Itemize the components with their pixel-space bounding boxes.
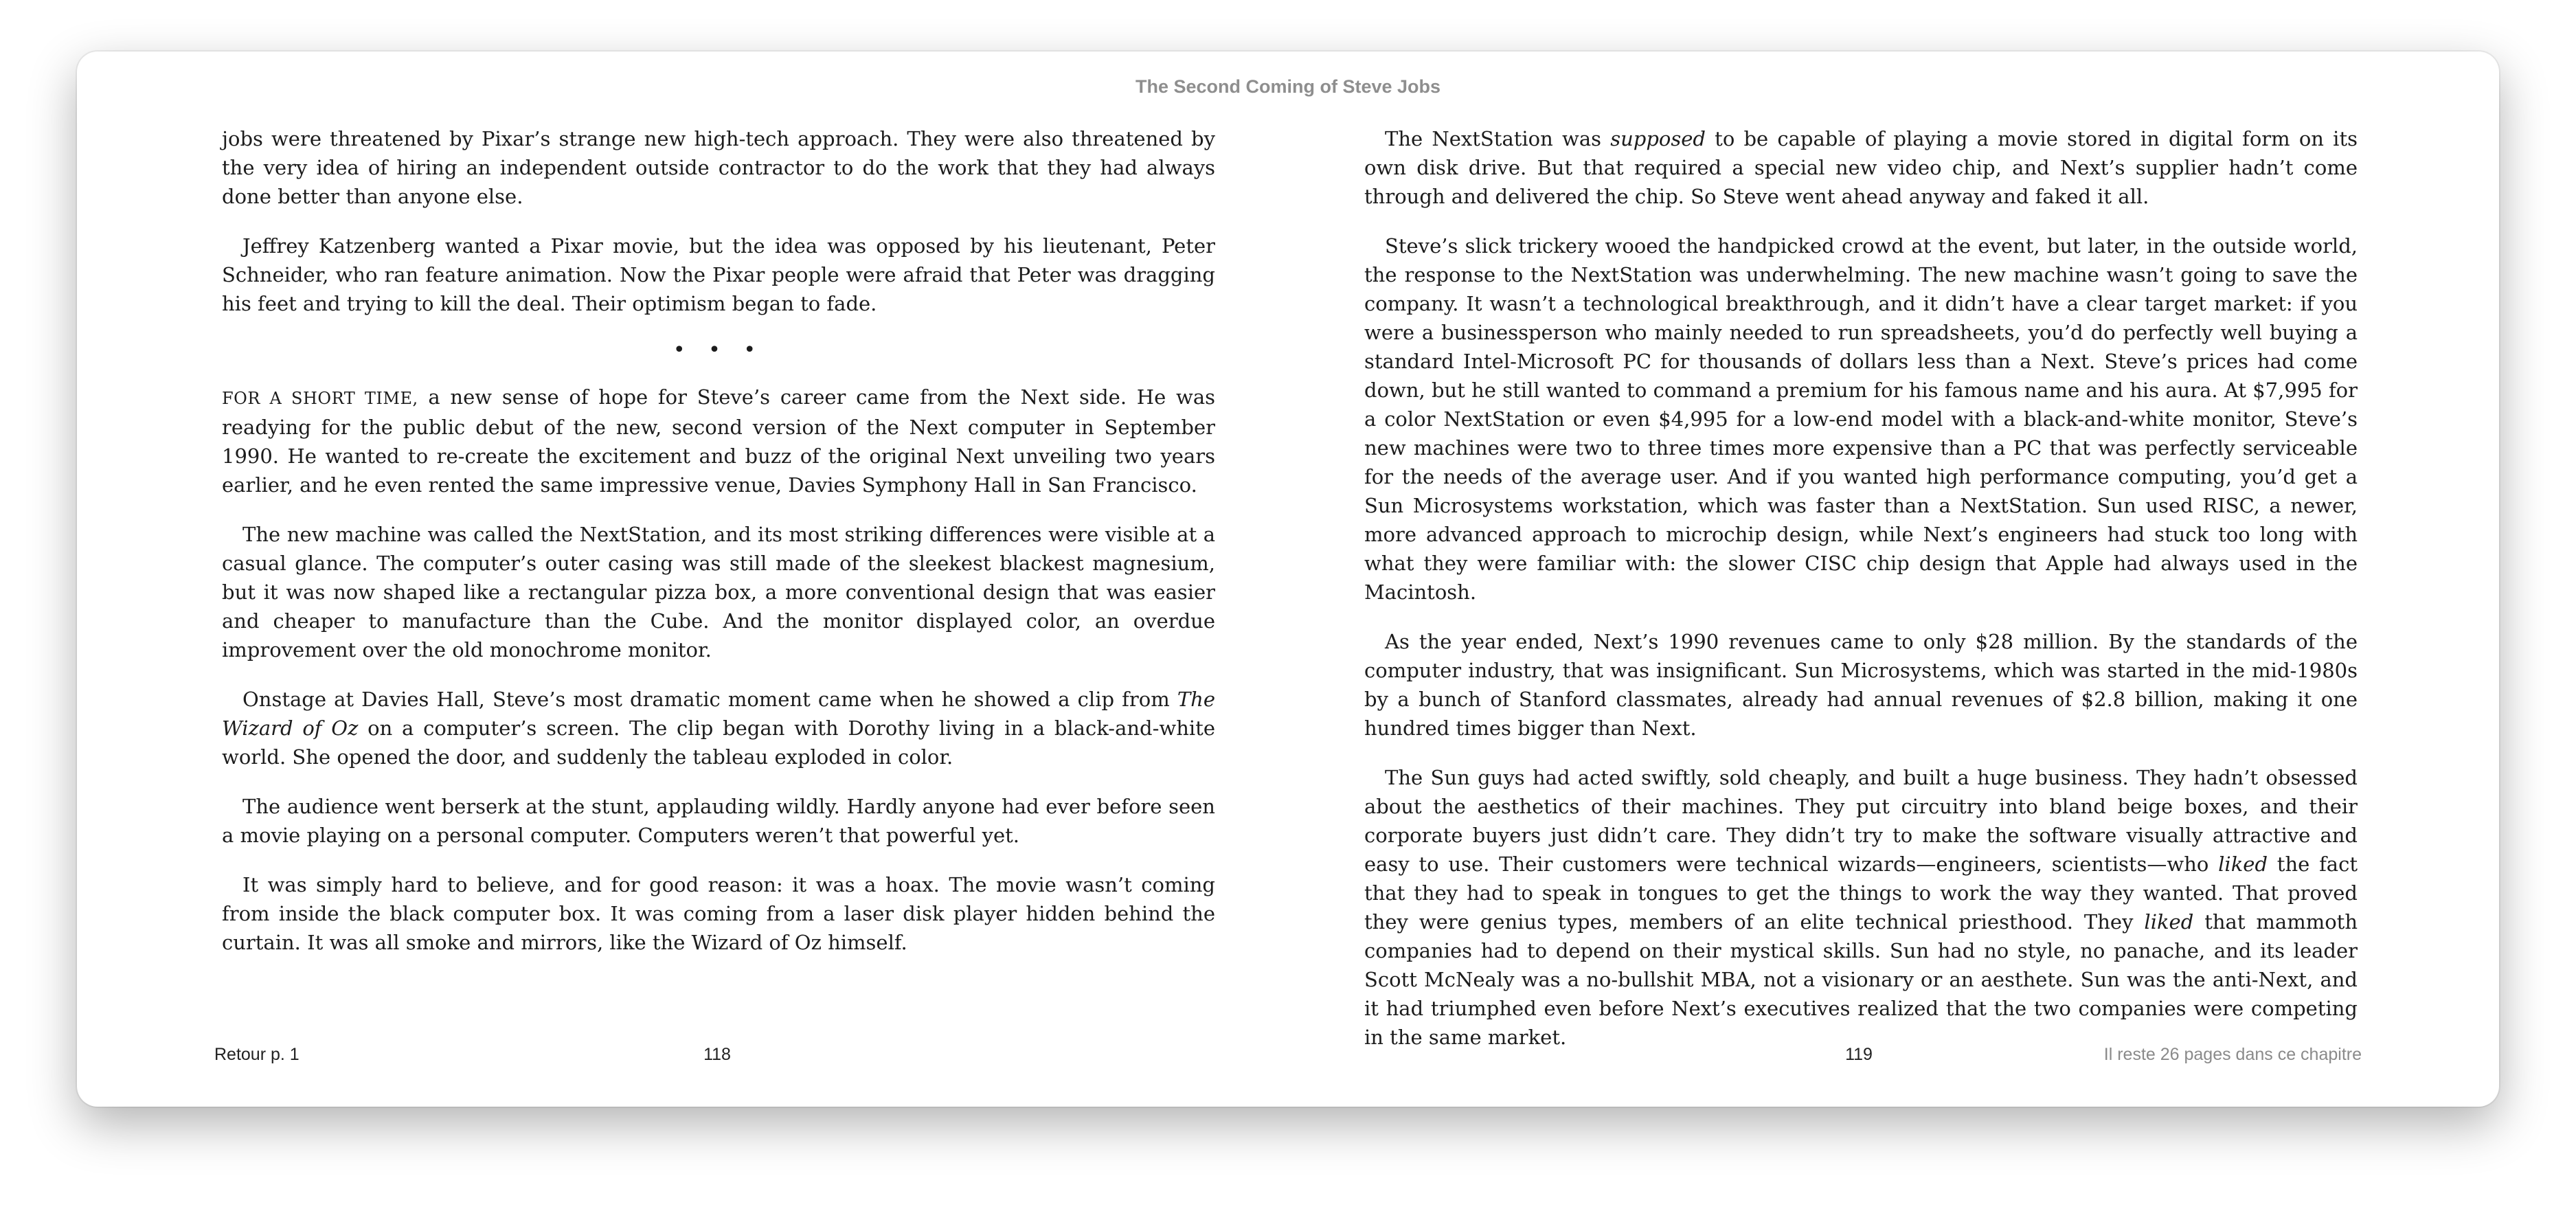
paragraph: The new machine was called the NextStation, and its most striking differences were visible at a casual glance. The computer’s outer casing was still made of the sleekest blackest magnesium, but it was now shaped like a rectangular pizza box, a more conventional design that was easier and cheaper to manufacture than the Cube. And the monitor displayed color, an overdue improvement over the old monochrome monitor. — [222, 523, 1215, 662]
italic-text: supposed — [1610, 127, 1706, 150]
right-page-number: 119 — [1845, 1045, 1873, 1064]
paragraph-text: that mammoth companies had to depend on their mystical skills. Sun had no style, no panache, and its leader Scott McNealy was a no-bullshit MBA, not a visionary or an aesthete. Sun was the anti-Next, and it had triumphed even before Next’s executives realized that the two companies were competing in the same market. — [1364, 910, 2358, 1049]
paragraph: Jeffrey Katzenberg wanted a Pixar movie, but the idea was opposed by his lieutenant, Peter Schneider, who ran feature animation. Now the Pixar people were afraid that Peter was dragging his feet and trying to kill the deal. Their optimism began to fade. — [222, 234, 1215, 315]
italic-text: liked — [2144, 910, 2194, 934]
pages-remaining-label: Il reste 26 pages dans ce chapitre — [2103, 1045, 2362, 1064]
section-separator: • • • — [673, 338, 765, 362]
small-caps-lead: FOR A SHORT TIME, — [222, 389, 418, 408]
paragraph — [222, 685, 1215, 771]
paragraph-text: Onstage at Davies Hall, Steve’s most dramatic moment came when he showed a clip from — [242, 688, 1177, 711]
paragraph-text: to be capable of playing a movie stored in digital form on its own disk drive. But that required a special new video chip, and Next’s supplier hadn’t come through and delivered the chip. So Steve went ahead anyway and faked it all. — [1364, 127, 2358, 208]
paragraph: It was simply hard to believe, and for good reason: it was a hoax. The movie wasn’t coming from inside the black computer box. It was coming from a laser disk player hidden behind the curtain. It was all smoke and mirrors, like the Wizard of Oz himself. — [222, 873, 1215, 954]
paragraph-text: a new sense of hope for Steve’s career came from the Next side. He was readying for the public debut of the new, second version of the Next computer in September 1990. He wanted to re-create the excitement and buzz of the original Next unveiling two years earlier, and he even rented the same impressive venue, Davies Symphony Hall in San Francisco. — [222, 385, 1215, 497]
paragraph — [1364, 124, 2358, 211]
paragraph: jobs were threatened by Pixar’s strange new high-tech approach. They were also threatened by the very idea of hiring an independent outside contractor to do the work that they had always done better than anyone else. — [222, 127, 1215, 208]
book-reader-window — [77, 52, 2499, 1107]
italic-text: The Wizard of Oz — [222, 688, 1215, 740]
paragraph-text: on a computer’s screen. The clip began with Dorothy living in a black-and-white world. She opened the door, and suddenly the tableau exploded in color. — [222, 716, 1215, 769]
right-page — [1364, 124, 2358, 1072]
left-page-number: 118 — [703, 1045, 731, 1064]
paragraph-text: The NextStation was — [1385, 127, 1611, 150]
left-page — [222, 124, 1215, 978]
back-to-page-link[interactable]: Retour p. 1 — [214, 1045, 300, 1064]
paragraph — [222, 383, 1215, 499]
paragraph: The audience went berserk at the stunt, applauding wildly. Hardly anyone had ever before seen a movie playing on a personal computer. Computers weren’t that powerful yet. — [222, 795, 1215, 847]
italic-text: liked — [2218, 852, 2268, 876]
paragraph — [1364, 763, 2358, 1052]
paragraph-text: The Sun guys had acted swiftly, sold cheaply, and built a huge business. They hadn’t obsessed about the aesthetics of their machines. They put circuitry into bland beige boxes, and their corporate buyers just didn’t care. They didn’t try to make the software visually attractive and easy to use. Their customers were technical wizards—engineers, scientists—who — [1364, 766, 2358, 876]
paragraph-text: the fact that they had to speak in tongues to get the things to work the way they wanted. That proved they were genius types, members of an elite technical priesthood. They — [1364, 852, 2358, 934]
paragraph: Steve’s slick trickery wooed the handpicked crowd at the event, but later, in the outside world, the response to the NextStation was underwhelming. The new machine wasn’t going to save the company. It wasn’t a technological breakthrough, and it didn’t have a clear target market: if you were a businessperson who mainly needed to run spreadsheets, you’d do perfectly well buying a standard Intel-Microsoft PC for thousands of dollars less than a Next. Steve’s prices had come down, but he still wanted to command a premium for his famous name and his aura. At $7,995 for a color NextStation or even $4,995 for a low-end model with a black-and-white monitor, Steve’s new machines were two to three times more expensive than a PC that was perfectly serviceable for the needs of the average user. And if you wanted high performance computing, you’d get a Sun Microsystems workstation, which was faster than a NextStation. Sun used RISC, a newer, more advanced approach to microchip design, while Next’s engineers had stuck too long with what they were familiar with: the slower CISC chip design that Apple had always used in the Macintosh. — [1364, 234, 2358, 604]
book-title: The Second Coming of Steve Jobs — [1135, 76, 1441, 97]
paragraph: As the year ended, Next’s 1990 revenues came to only $28 million. By the standards of the computer industry, that was insignificant. Sun Microsystems, which was started in the mid-1980s by a bunch of Stanford classmates, already had annual revenues of $2.8 billion, making it one hundred times bigger than Next. — [1364, 630, 2358, 740]
